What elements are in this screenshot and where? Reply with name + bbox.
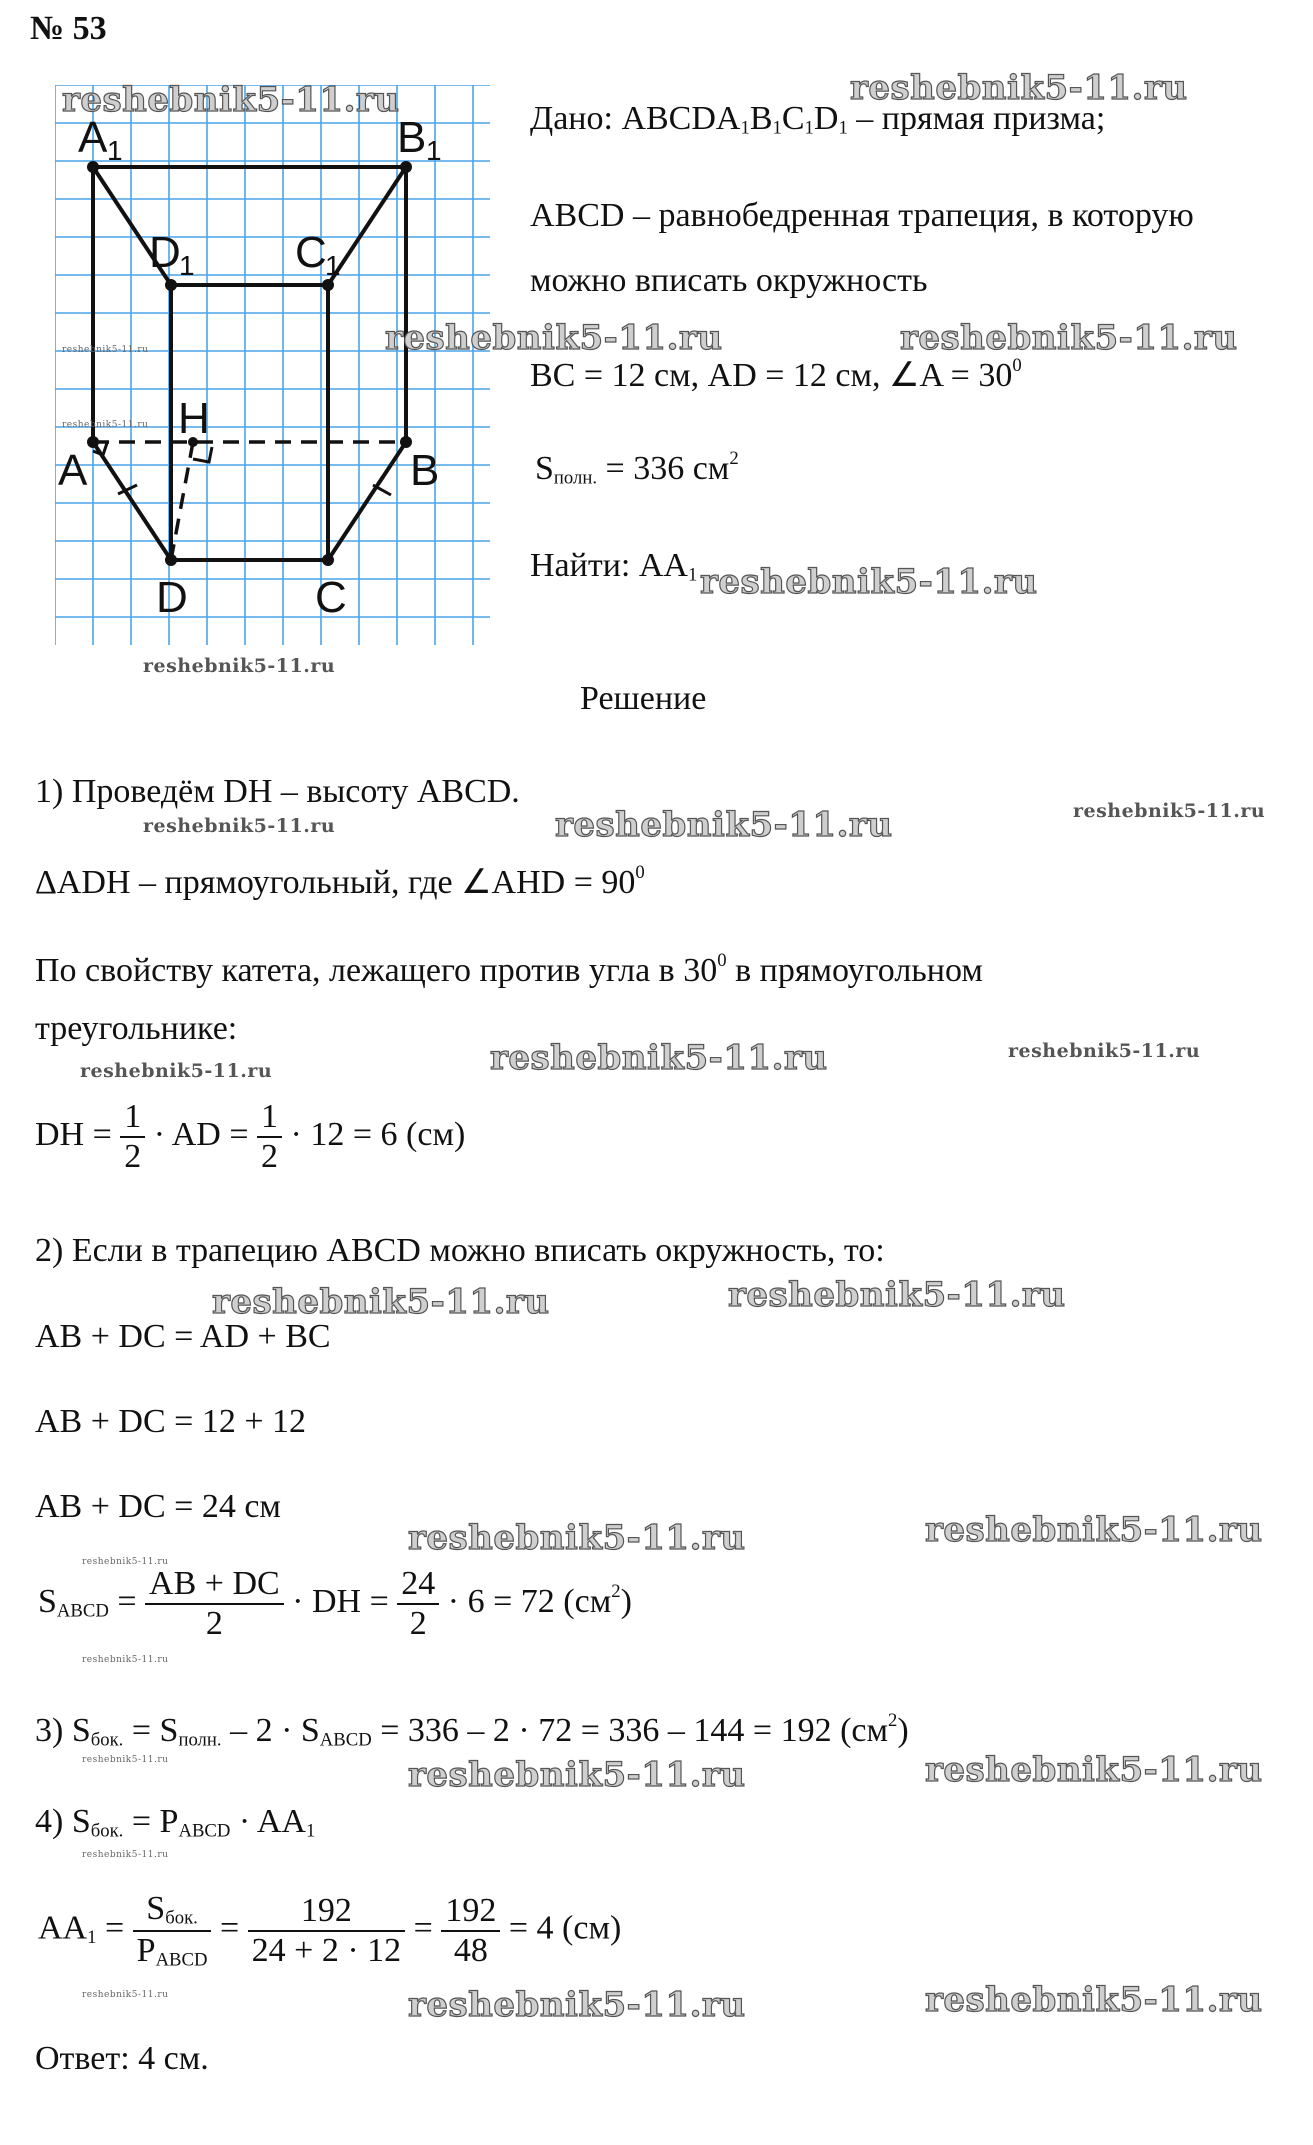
watermark: reshebnik5-11.ru: [900, 318, 1238, 358]
watermark: reshebnik5-11.ru: [82, 1755, 169, 1765]
property-line-1: По свойству катета, лежащего против угла в $30^0$ в прямоугольном: [35, 950, 983, 989]
prism-figure: [55, 85, 490, 645]
given-line-3: можно вписать окружность: [530, 262, 928, 299]
watermark: reshebnik5-11.ru: [408, 1518, 746, 1558]
watermark: reshebnik5-11.ru: [212, 1282, 550, 1322]
watermark: reshebnik5-11.ru: [80, 1060, 273, 1082]
watermark: reshebnik5-11.ru: [925, 1510, 1263, 1550]
watermark: reshebnik5-11.ru: [408, 1755, 746, 1795]
given-line-4: BC = 12 см, AD = 12 см, ∠A = $30^0$: [530, 355, 1022, 394]
watermark: reshebnik5-11.ru: [490, 1038, 828, 1078]
watermark: reshebnik5-11.ru: [408, 1985, 746, 2025]
label-a: A: [58, 446, 88, 495]
problem-number: № 53: [30, 10, 107, 47]
watermark: reshebnik5-11.ru: [62, 345, 149, 355]
label-d1: D: [149, 228, 181, 277]
watermark: reshebnik5-11.ru: [1008, 1040, 1201, 1062]
watermark: reshebnik5-11.ru: [82, 1655, 169, 1665]
watermark: reshebnik5-11.ru: [850, 68, 1188, 108]
given-line-1: Дано: $ABCDA_1B_1C_1D_1$ – прямая призма;: [530, 100, 1106, 139]
watermark: reshebnik5-11.ru: [925, 1980, 1263, 2020]
watermark: reshebnik5-11.ru: [555, 805, 893, 845]
label-b: B: [410, 446, 440, 495]
prism-diagram: [55, 85, 490, 645]
given-find: Найти: $AA_1$: [530, 547, 698, 586]
step-1: 1) Проведём DH – высоту ABCD.: [35, 773, 520, 810]
step-1b: ΔADH – прямоугольный, где ∠AHD = $90^0$: [35, 862, 645, 901]
label-b1: B: [397, 113, 427, 162]
watermark: reshebnik5-11.ru: [143, 655, 336, 677]
label-a1: A: [78, 113, 108, 162]
answer: Ответ: 4 см.: [35, 2040, 209, 2077]
label-a1-sub: 1: [107, 135, 123, 166]
eq-1: AB + DC = AD + BC: [35, 1318, 331, 1355]
aa1-formula: $AA_1$ = $\frac{S_{бок.}}{P_{ABCD}}$ = $\frac{192}{24 + 2 \cdot 12}$ = $\frac{192}{48}$ = 4 (см): [38, 1890, 622, 1971]
label-d: D: [156, 573, 188, 622]
label-c1-sub: 1: [325, 250, 341, 281]
step-2: 2) Если в трапецию ABCD можно вписать окружность, то:: [35, 1232, 885, 1269]
watermark: reshebnik5-11.ru: [82, 1990, 169, 2000]
watermark: reshebnik5-11.ru: [728, 1275, 1066, 1315]
watermark: reshebnik5-11.ru: [925, 1750, 1263, 1790]
property-line-2: треугольнике:: [35, 1010, 238, 1047]
watermark: reshebnik5-11.ru: [385, 318, 723, 358]
step-4: 4) $S_{бок.} = P_{ABCD} \cdot AA_1$: [35, 1803, 316, 1842]
watermark: reshebnik5-11.ru: [143, 815, 336, 837]
label-d1-sub: 1: [179, 250, 195, 281]
step-3: 3) $S_{бок.} = S_{полн.} - 2 \cdot S_{ABCD} = 336 - 2 \cdot 72 = 336 - 144 = 192$ $(см^2)$: [35, 1710, 909, 1751]
watermark: reshebnik5-11.ru: [62, 80, 400, 120]
given-line-2: ABCD – равнобедренная трапеция, в которую: [530, 197, 1194, 234]
label-b1-sub: 1: [426, 135, 442, 166]
watermark: reshebnik5-11.ru: [82, 1557, 169, 1567]
watermark: reshebnik5-11.ru: [700, 562, 1038, 602]
watermark: reshebnik5-11.ru: [1073, 800, 1266, 822]
marks: [93, 443, 391, 495]
label-c: C: [315, 573, 347, 622]
watermark: reshebnik5-11.ru: [82, 1850, 169, 1860]
label-h: H: [178, 394, 210, 443]
label-c1: C: [295, 228, 327, 277]
watermark: reshebnik5-11.ru: [62, 420, 149, 430]
solution-title: Решение: [580, 680, 707, 717]
dh-formula: DH = $\frac{1}{2}$ · AD = $\frac{1}{2}$ · 12 = 6 (см): [35, 1098, 466, 1175]
given-area: $S_{полн.} = 336$ $см^2$: [535, 448, 739, 489]
eq-2: AB + DC = 12 + 12: [35, 1403, 306, 1440]
area-abcd-formula: $S_{ABCD}$ = $\frac{AB + DC}{2}$ · DH = $\frac{24}{2}$ · 6 = 72 $(см^2)$: [38, 1565, 632, 1642]
eq-3: AB + DC = 24 см: [35, 1488, 281, 1525]
